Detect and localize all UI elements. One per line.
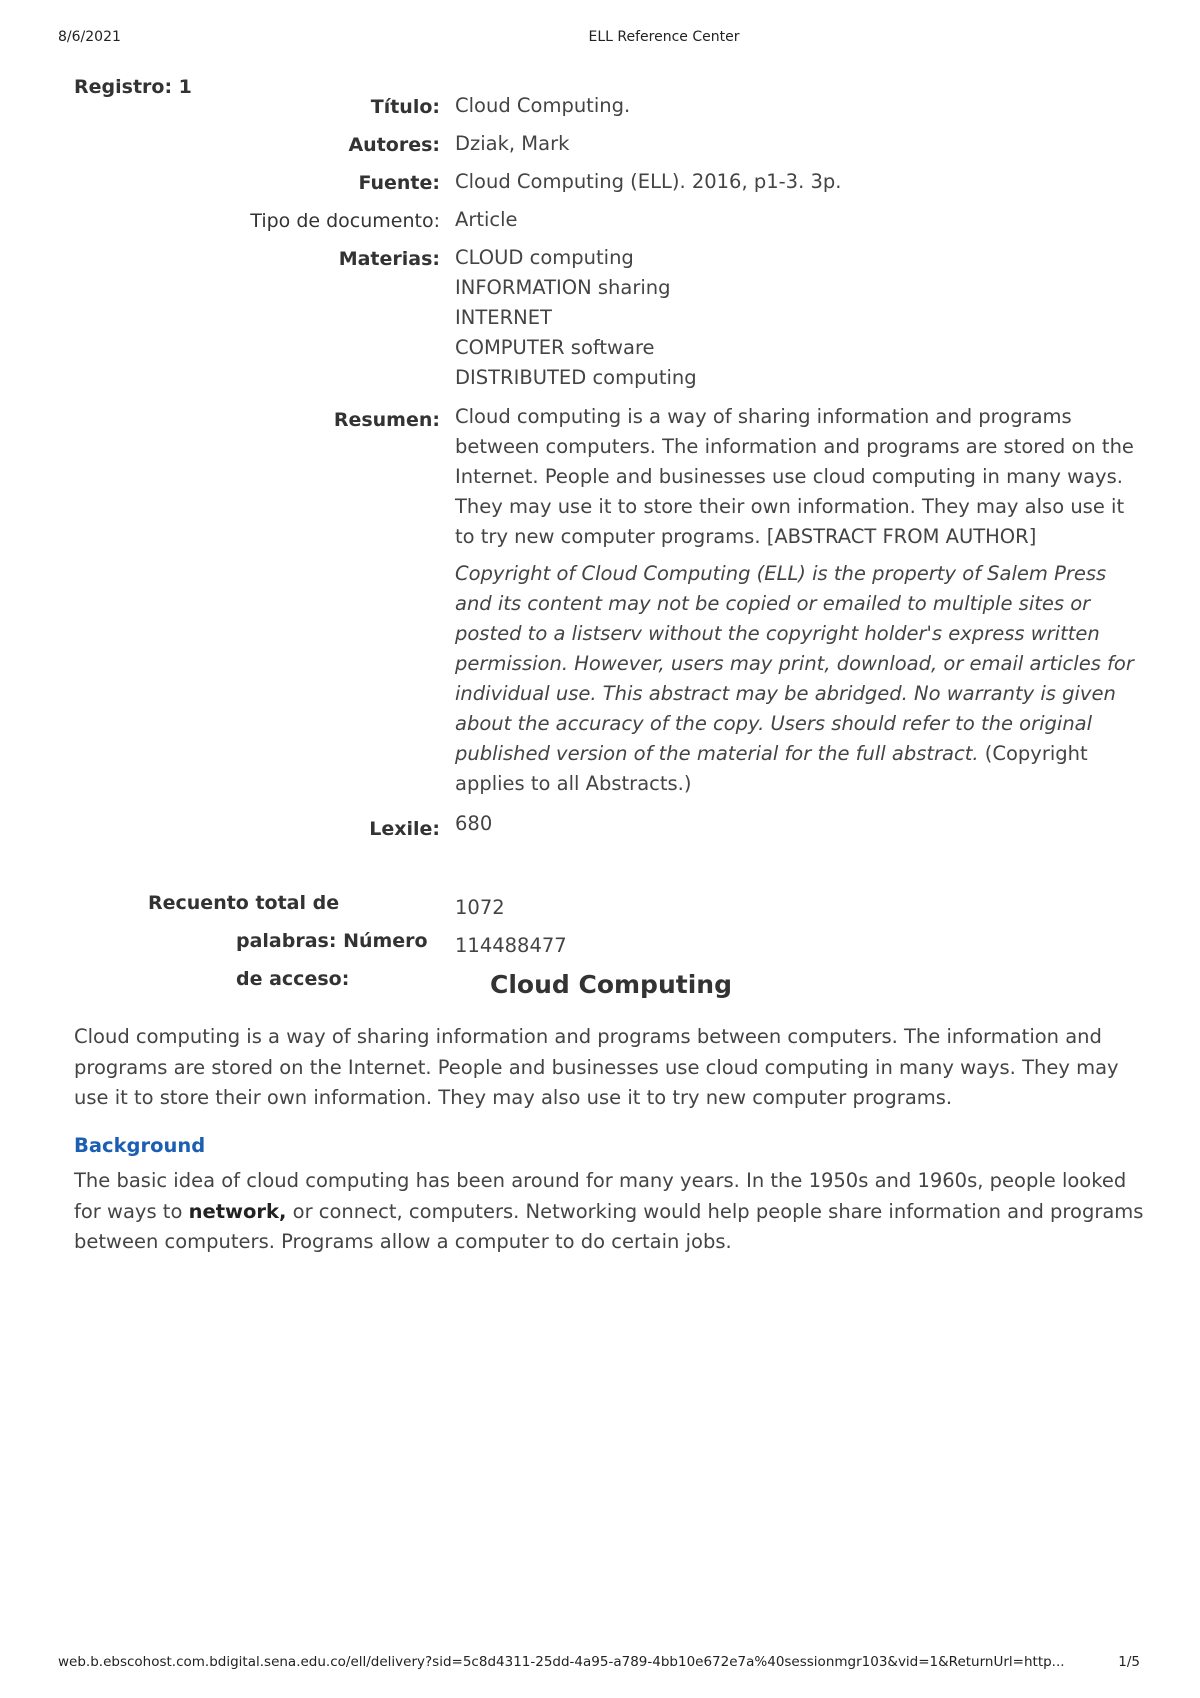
print-footer-url: web.b.ebscohost.com.bdigital.sena.edu.co/ell/delivery?sid=5c8d4311-25dd-4a95-a789-4bb10e672e7a%40sessionmgr103&vid=1&ReturnUrl=http... [58, 1654, 1065, 1670]
subject-item[interactable]: CLOUD computing [455, 246, 634, 269]
copyright-italic: Copyright of Cloud Computing (ELL) is the property of Salem Press and its content may not be copied or emailed to multiple sites or posted to a listserv without the copyright holder's express written permission. However, users may print, download, or email articles for individual use. This abstract may be abridged. No warranty is given about the accuracy of the copy. Users should refer to the original published version of the material for the full abstract. [455, 562, 1134, 765]
print-page-number: 1/5 [1118, 1654, 1140, 1670]
print-header-title: ELL Reference Center [588, 29, 740, 45]
background-paragraph [74, 1166, 1154, 1258]
article-title: Cloud Computing [490, 970, 732, 999]
subject-item[interactable]: INTERNET [455, 306, 552, 329]
copyright-notice [455, 559, 1145, 799]
doctype-value: Article [455, 208, 518, 231]
subject-item[interactable]: INFORMATION sharing [455, 276, 671, 299]
lexile-value: 680 [455, 812, 493, 835]
accession-value: 114488477 [455, 934, 567, 957]
background-bold-term: network, [188, 1199, 287, 1223]
background-text: or connect, computers. Networking would help people share information and programs between computers. Programs allow a computer to do certain jobs. [74, 1199, 1144, 1253]
doctype-label: Tipo de documento: [250, 210, 440, 232]
abstract-text: Cloud computing is a way of sharing information and programs between computers. The information and programs are stored on the Internet. People and businesses use cloud computing in many ways. They may use it to store their own information. They may also use it to try new computer programs. [ABSTRACT FROM AUTHOR] [455, 405, 1134, 548]
source-label: Fuente: [358, 172, 440, 194]
authors-label: Autores: [348, 134, 440, 156]
wordcount-value: 1072 [455, 896, 505, 919]
authors-value[interactable]: Dziak, Mark [455, 132, 570, 155]
abstract-block [455, 402, 1145, 799]
print-date: 8/6/2021 [58, 29, 121, 45]
subjects-label: Materias: [338, 248, 440, 270]
wordcount-label-line: palabras: Número [236, 930, 428, 952]
abstract-label: Resumen: [333, 409, 440, 431]
subjects-list [455, 243, 1145, 393]
lexile-label: Lexile: [369, 818, 440, 840]
background-heading: Background [74, 1134, 206, 1157]
wordcount-label-line: Recuento total de [148, 892, 340, 914]
accession-label-line: de acceso: [236, 968, 350, 990]
subject-item[interactable]: DISTRIBUTED computing [455, 366, 697, 389]
wordcount-accession-label [148, 884, 438, 998]
copyright-note: (Copyright applies to all Abstracts.) [455, 742, 1088, 795]
record-label: Registro: 1 [74, 76, 192, 98]
subject-item[interactable]: COMPUTER software [455, 336, 655, 359]
source-value: Cloud Computing (ELL). 2016, p1-3. 3p. [455, 170, 842, 193]
article-intro: Cloud computing is a way of sharing information and programs between computers. The information and programs are stored on the Internet. People and businesses use cloud computing in many ways. They may use it to store their own information. They may also use it to try new computer programs. [74, 1025, 1119, 1109]
title-value: Cloud Computing. [455, 94, 631, 117]
title-label: Título: [370, 96, 440, 118]
background-text: The basic idea of cloud computing has been around for many years. In the 1950s and 1960s, people looked for ways to [74, 1169, 1127, 1223]
